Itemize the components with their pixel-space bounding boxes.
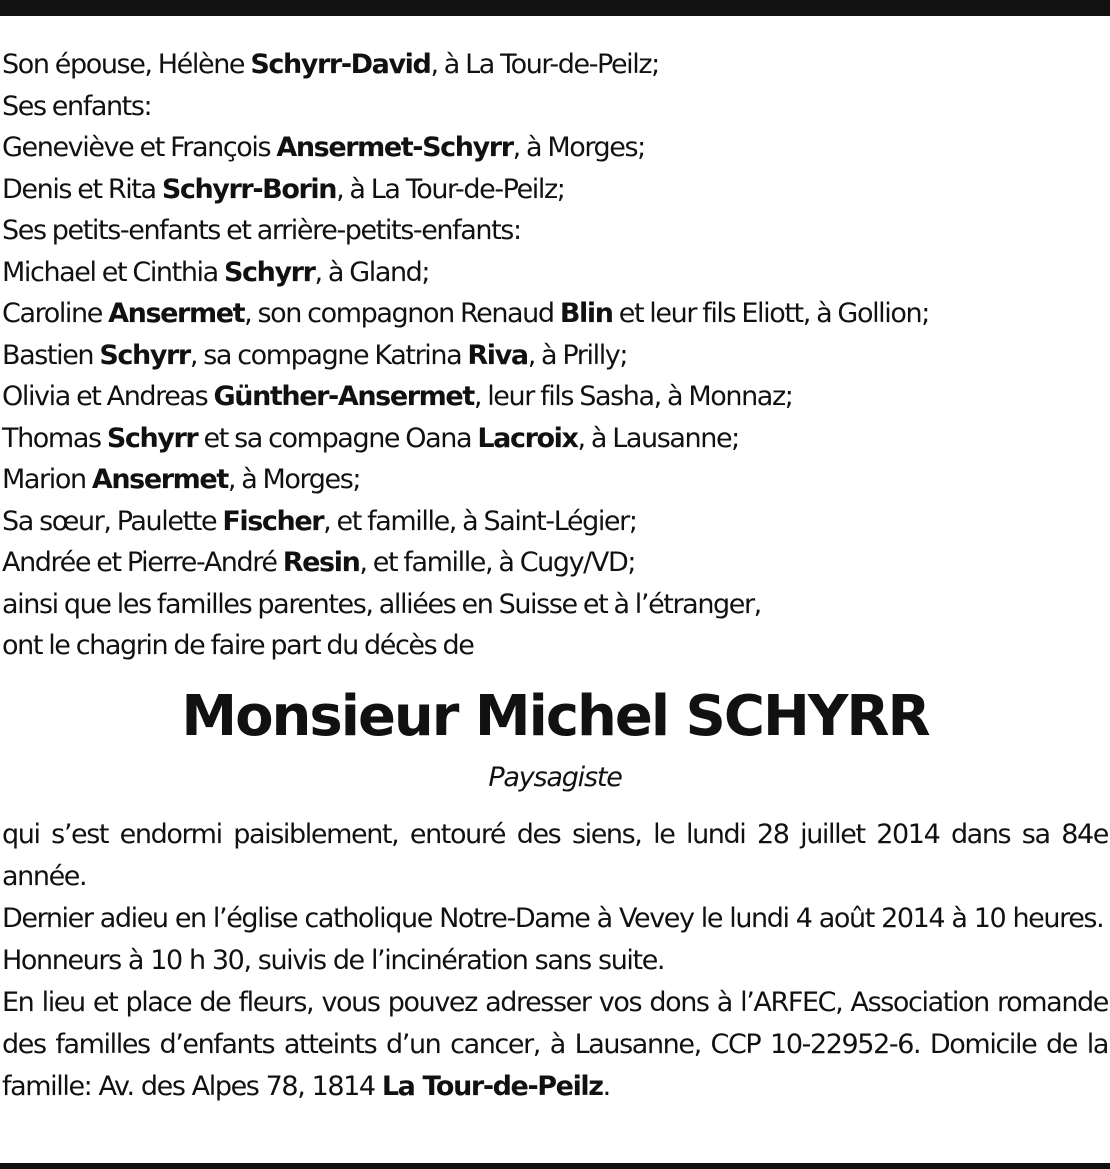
line-text: ainsi que les familles parentes, alliées en Suisse et à l’étranger,	[2, 588, 761, 620]
line-text: , son compagnon Renaud	[244, 298, 560, 329]
family-list	[2, 44, 1108, 667]
family-line	[2, 293, 1108, 335]
family-line	[2, 335, 1108, 377]
line-text: Thomas	[2, 422, 107, 454]
family-address-city: La Tour-de-Peilz	[381, 1071, 603, 1102]
family-line	[2, 459, 1108, 501]
family-name: Schyrr-David	[250, 49, 431, 80]
family-name: Schyrr	[106, 422, 198, 454]
family-name: Schyrr	[99, 339, 190, 371]
family-name: Lacroix	[477, 422, 578, 454]
line-text: Bastien	[2, 339, 100, 371]
line-text: Son épouse, Hélène	[2, 49, 251, 80]
donations-text: En lieu et place de fleurs, vous pouvez adresser vos dons à l’ARFEC, Association romande des familles d’enfants atteints d’un cancer, à Lausanne, CCP 10-22952-6. Domicile de la famille: Av. des Alpes 78, 1814	[2, 987, 1108, 1102]
line-text: et sa compagne Oana	[197, 422, 478, 454]
family-name: Ansermet	[91, 464, 228, 495]
family-line	[2, 44, 1108, 86]
family-line	[2, 418, 1108, 460]
closing-text	[2, 814, 1108, 1108]
line-text: , à Prilly;	[527, 339, 628, 371]
family-name: Ansermet	[108, 298, 245, 329]
line-text: ont le chagrin de faire part du décès de	[2, 630, 474, 661]
line-text: Sa sœur, Paulette	[2, 505, 223, 537]
line-text: , et famille, à Cugy/VD;	[359, 547, 636, 578]
family-name: Blin	[559, 298, 613, 329]
line-text: , à Morges;	[512, 132, 645, 163]
family-name: Schyrr	[223, 256, 315, 288]
bottom-rule	[0, 1163, 1110, 1169]
death-paragraph: qui s’est endormi paisiblement, entouré des siens, le lundi 28 juillet 2014 dans sa 84e année.	[2, 819, 1108, 892]
honours-paragraph: Honneurs à 10 h 30, suivis de l’incinération sans suite.	[2, 945, 665, 976]
family-name: Resin	[282, 547, 360, 578]
line-text: et leur fils Eliott, à Gollion;	[612, 298, 929, 329]
line-text: , à Gland;	[314, 256, 430, 288]
family-name: Fischer	[222, 505, 324, 537]
line-text: Andrée et Pierre-André	[2, 547, 283, 578]
line-text: , à La Tour-de-Peilz;	[336, 173, 565, 205]
line-text: , leur fils Sasha, à Monnaz;	[473, 381, 793, 412]
family-line	[2, 501, 1108, 543]
line-text: Marion	[2, 464, 92, 495]
family-name: Riva	[467, 339, 528, 371]
line-text: , à Morges;	[227, 464, 361, 495]
line-text: Denis et Rita	[2, 173, 162, 205]
funeral-paragraph: Dernier adieu en l’église catholique Notre-Dame à Vevey le lundi 4 août 2014 à 10 heures.	[2, 903, 1104, 934]
line-text: Michael et Cinthia	[2, 256, 224, 288]
family-line	[2, 86, 1108, 128]
line-text: Ses enfants:	[2, 90, 152, 122]
family-name: Günther-Ansermet	[213, 381, 474, 412]
family-name: Schyrr-Borin	[161, 173, 337, 205]
donations-paragraph	[2, 982, 1108, 1108]
family-line	[2, 542, 1108, 584]
family-line	[2, 252, 1108, 294]
line-text: Olivia et Andreas	[2, 381, 214, 412]
line-text: , sa compagne Katrina	[189, 339, 468, 371]
line-text: , et famille, à Saint-Légier;	[323, 505, 637, 537]
family-line	[2, 127, 1108, 169]
top-rule	[0, 0, 1110, 16]
deceased-name: Monsieur Michel SCHYRR	[181, 684, 929, 749]
deceased-profession: Paysagiste	[488, 762, 622, 793]
family-line	[2, 169, 1108, 211]
donations-end: .	[602, 1071, 610, 1102]
family-line	[2, 376, 1108, 418]
line-text: Ses petits-enfants et arrière-petits-enfants:	[2, 215, 521, 246]
family-line	[2, 210, 1108, 252]
family-line	[2, 625, 1108, 667]
family-line	[2, 584, 1108, 626]
line-text: , à Lausanne;	[577, 422, 739, 454]
line-text: Caroline	[2, 298, 109, 329]
line-text: Geneviève et François	[2, 132, 277, 163]
line-text: , à La Tour-de-Peilz;	[430, 49, 659, 80]
family-name: Ansermet-Schyrr	[276, 132, 513, 163]
